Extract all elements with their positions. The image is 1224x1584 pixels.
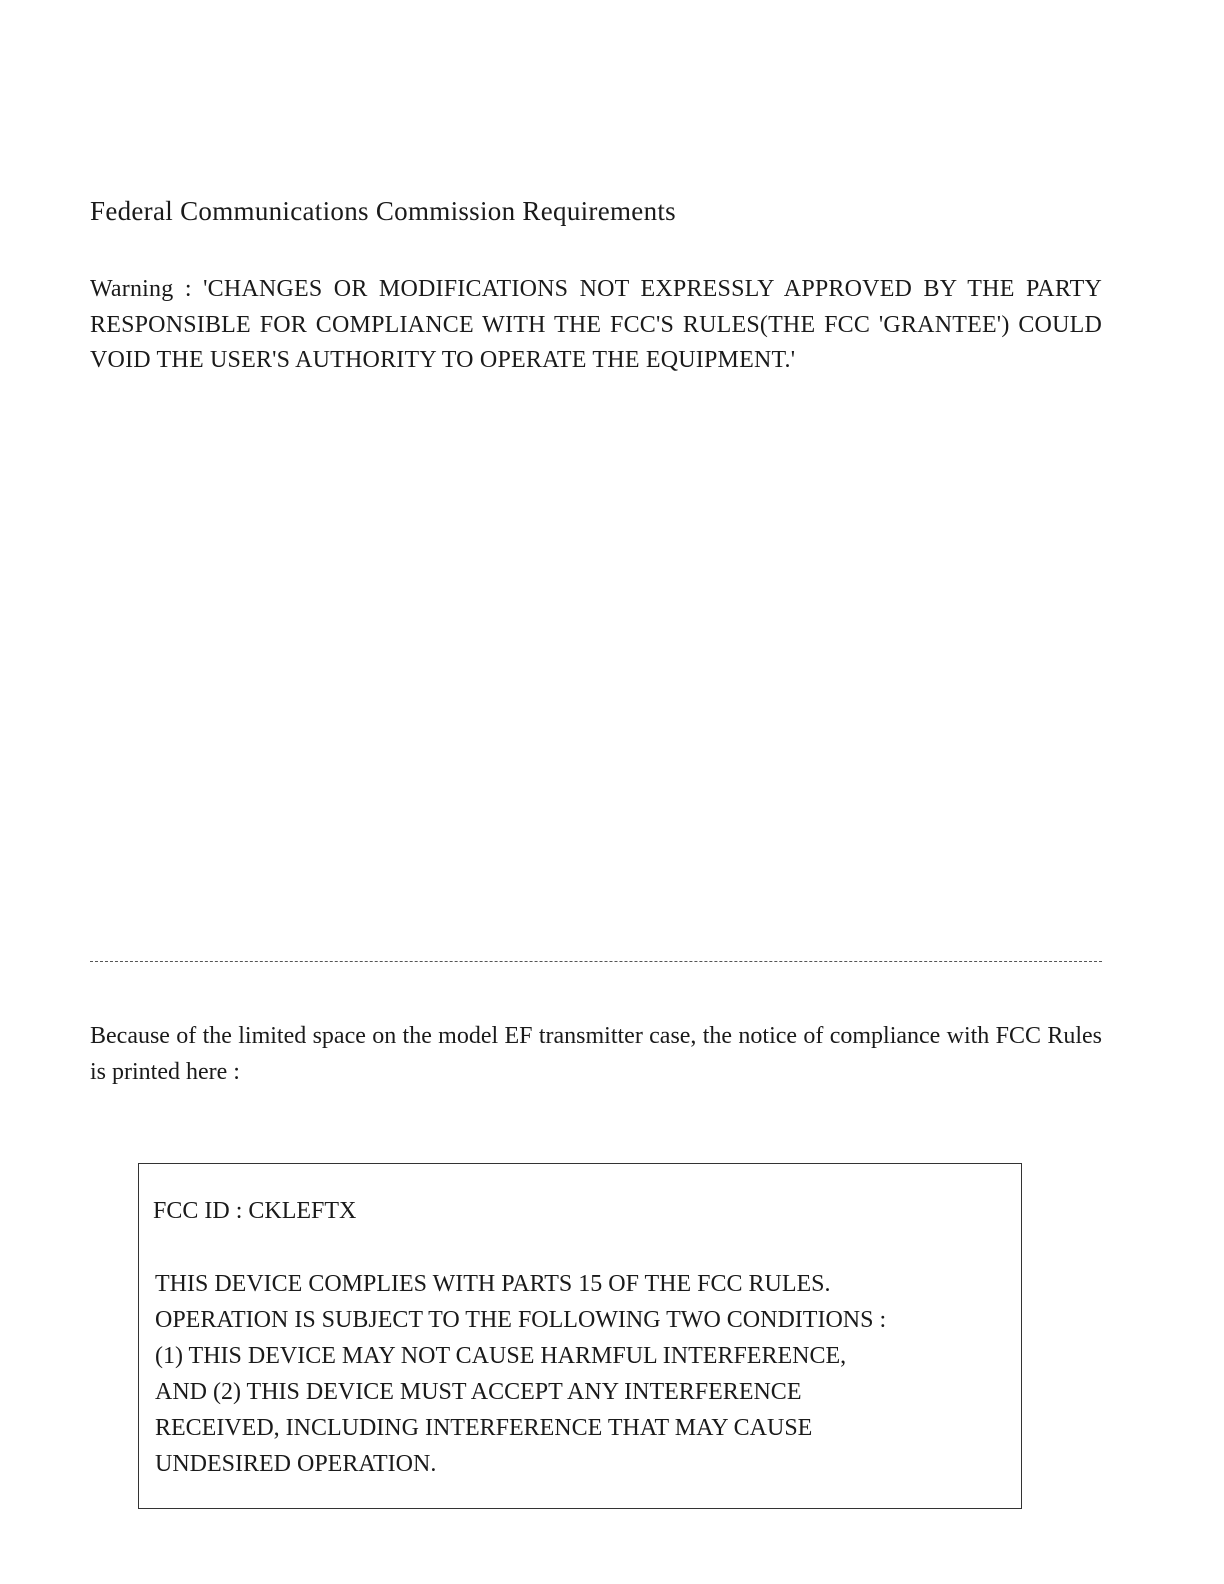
dashed-divider <box>90 961 1102 962</box>
warning-paragraph: Warning : 'CHANGES OR MODIFICATIONS NOT EXPRESSLY APPROVED BY THE PARTY RESPONSIBLE FOR COMPLIANCE WITH THE FCC'S RULES(THE FCC 'GRANTEE') COULD VOID THE USER'S AUTHORITY TO OPERATE THE EQUIPMENT.' <box>90 276 1102 373</box>
compliance-line: (1) THIS DEVICE MAY NOT CAUSE HARMFUL INTERFERENCE, <box>155 1343 847 1369</box>
compliance-statement <box>155 1266 1005 1482</box>
compliance-line: OPERATION IS SUBJECT TO THE FOLLOWING TWO CONDITIONS : <box>155 1307 887 1333</box>
compliance-line: AND (2) THIS DEVICE MUST ACCEPT ANY INTERFERENCE <box>155 1379 802 1405</box>
fcc-id-text: FCC ID : CKLEFTX <box>153 1198 357 1224</box>
compliance-line: THIS DEVICE COMPLIES WITH PARTS 15 OF THE FCC RULES. <box>155 1271 831 1297</box>
page-title: Federal Communications Commission Requirements <box>90 196 676 226</box>
notice-paragraph: Because of the limited space on the model EF transmitter case, the notice of compliance with FCC Rules is printed here : <box>90 1023 1102 1085</box>
compliance-line: RECEIVED, INCLUDING INTERFERENCE THAT MAY CAUSE <box>155 1415 813 1441</box>
compliance-line: UNDESIRED OPERATION. <box>155 1451 437 1477</box>
fcc-label-box <box>138 1163 1022 1509</box>
